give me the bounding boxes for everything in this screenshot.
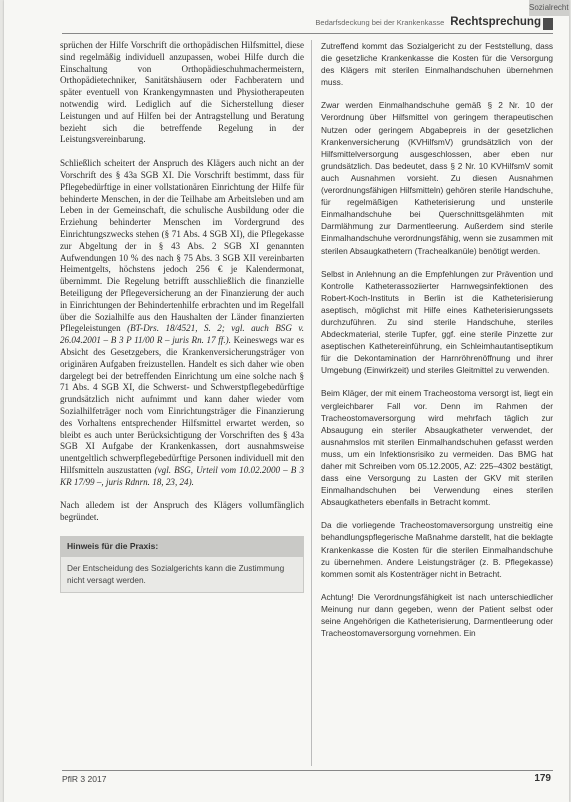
- running-title: Bedarfsdeckung bei der Krankenkasse: [315, 18, 445, 27]
- column-divider: [311, 40, 312, 766]
- footer-rule: [62, 770, 553, 771]
- paragraph-text: Schließlich scheitert der Anspruch des Klägers auch nicht an der Vorschrift des § 43a SGB XI. Die Vorschrift bestimmt, dass für Pflegebedürftige in einer vollstationären Einrichtung der Hilfe für behinderte Menschen, in der die Teilhabe am Arbeitsleben und am Leben in der Gemeinschaft, die schulische Ausbildung oder die Erziehung behinderter Menschen im Vordergrund des Einrichtungszwecks stehen (§ 71 Abs. 4 SGB XI), die Pflegekasse zur Abgeltung der in § 43 Abs. 2 SGB XI genannten Aufwendungen 10 % des nach § 75 Abs. 3 SGB XII vereinbarten Heimentgelts, höchstens jedoch 256 € je Kalendermonat, übernimmt. Die Regelung betrifft ausschließlich die finanzielle Beteiligung der Pflegeversicherung an der Finanzierung der auch in Einrichtungen der Behindertenhilfe erbrachten und im Regelfall über die Sozialhilfe aus den Haushalten der Länder finanzierten Pflegeleistungen: [60, 158, 304, 334]
- paragraph: Selbst in Anlehnung an die Empfehlungen zur Prävention und Kontrolle Katheterassoziierter Harnwegsinfektionen des Robert-Koch-Instituts in Berlin ist die Katheterisierung aseptisch, möglichst mit Hilfe eines Katheterisierungssets durchzuführen. Zu sind sterile Handschuhe, steriles Abdeckmaterial, sterile Tupfer, ggf. eine sterile Pinzette zur aseptischen Kathetereinführung, ein Schleimhautantiseptikum für die Dekontamination der Harnröhrenöffnung und ihrer Umgebung (Einwirkzeit) und steriles Gleitmittel zu verwenden.: [321, 268, 553, 376]
- citation: (BT-Drs. 18/4521, S. 2; vgl. auch BSG v. 26.04.2001 – B 3 P 11/00 R – juris Rn. 17 ff.).: [60, 323, 304, 346]
- document-page: [4, 0, 569, 802]
- practice-note-box: [60, 536, 304, 593]
- header-rule: [62, 33, 553, 34]
- paragraph: [60, 158, 304, 488]
- paragraph: Achtung! Die Verordnungsfähigkeit ist nach unterschiedlicher Meinung nur dann gegeben, wenn der Patient selbst oder seine Angehörigen die Katheterisierung, Darmentleerung oder Tracheostomaversorgung vornehmen. Ein: [321, 591, 553, 639]
- running-head: [154, 16, 541, 32]
- paragraph: Nach alledem ist der Anspruch des Klägers vollumfänglich begründet.: [60, 500, 304, 523]
- page-number: 179: [534, 773, 551, 784]
- journal-issue: PflR 3 2017: [62, 774, 107, 784]
- citation: (vgl. BSG, Urteil vom 10.02.2000 – B 3 KR 17/99 –, juris Rdnrn. 18, 23, 24).: [60, 464, 304, 487]
- left-column: [60, 40, 304, 593]
- paragraph: sprüchen der Hilfe Vorschrift die orthopädischen Hilfsmittel, diese sind regelmäßig individuell anzupassen, wobei Hilfe durch die Einschaltung von Orthopädieschuhmachermeistern, Orthopädietechniker, Sanitätshäusern oder Fachberatern und später eventuell von Krankengymnasten und Physiotherapeuten notwendig wird. Lediglich auf die Sicherstellung dieser Leistungen und auf Hilfen bei der Antragstellung und Beratung bezieht sich die betreffende Regelung in der Leistungsvereinbarung.: [60, 40, 304, 145]
- rubric-label: Rechtsprechung: [450, 16, 541, 28]
- paragraph: Zutreffend kommt das Sozialgericht zu der Feststellung, dass die gesetzliche Krankenkasse die Kosten für die Versorgung des Klägers mit sterilen Einmalhandschuhen übernehmen muss.: [321, 41, 553, 88]
- paragraph: Da die vorliegende Tracheostomaversorgung unstreitig eine behandlungspflegerische Maßnahme darstellt, hat die beklagte Krankenkasse die Kosten für die sterilen Einmalhandschuhe zu übernehmen. Andere Leistungsträger (z. B. Pflegekasse) kommen somit als Kostenträger nicht in Betracht.: [321, 520, 553, 579]
- paragraph-text: Keineswegs war es Absicht des Gesetzgebers, die Krankenversicherungsträger von originären Aufgaben freizustellen. Handelt es sich daher wie oben dargelegt bei der betreffenden Einrichtung um eine solche nach § 71 Abs. 4 SGB XI, die Schwerst- und Schwerstpflegebedürftige grundsätzlich nicht aufnimmt und kann daher wieder vom Sozialhilfeträger noch vom Einrichtungsträger die Finanzierung des Vorhaltens entsprechender Hilfsmittel erwartet werden, so bleibt es auch unter Berücksichtigung der Vorschriften des § 43a SGB XI Aufgabe der Krankenkassen, dort ausnahmsweise unentgeltlich schwerpflegebedürftige Personen individuell mit den Hilfsmitteln auszustatten: [60, 335, 304, 475]
- practice-note-body: Der Entscheidung des Sozialgerichts kann die Zustimmung nicht versagt werden.: [67, 562, 285, 585]
- paragraph: Zwar werden Einmalhandschuhe gemäß § 2 Nr. 10 der Verordnung über Hilfsmittel von geringem therapeutischen Nutzen oder geringem Abgabepreis in der gesetzlichen Krankenversicherung (KVHilfsmV) grundsätzlich von der Hilfsmittelversorgung ausgeschlossen, aber eben nur grundsätzlich. Das bedeutet, dass § 2 Nr. 10 KVHilfsmV somit auch Ausnahmen vorsieht. Zu diesen Ausnahmen (verordnungsfähigen Hilfsmitteln) gehören sterile Handschuhe, für regelmäßigen Katheterisierung und unsterile Einmalhandschuhe bei Querschnittsgelähmten mit Darmlähmung zur Darmentleerung. Außerdem sind sterile Einmalhandschuhe verordnungsfähig, wenn sie zusammen mit sterilen Absaugkathetern (Trachealkanüle) benötigt werden.: [321, 100, 553, 256]
- rubric-marker: [543, 18, 553, 30]
- section-tab: Sozialrecht: [529, 0, 569, 16]
- right-column: [321, 40, 553, 650]
- paragraph: Beim Kläger, der mit einem Tracheostoma versorgt ist, liegt ein vergleichbarer Fall vor. Denn im Rahmen der Tracheostomaversorgung wird mehrfach täglich zur Absaugung ein steriler Absaugkatheter verwendet, der ausnahmslos mit sterilen Einmalhandschuhen gefasst werden muss, um ein Infektionsrisiko zu vermeiden. Das BMG hat daher mit Schreiben vom 05.12.2005, AZ: 225–4302 bestätigt, dass eine Versorgung zu Lasten der GKV mit sterilen Einmalhandschuhen bei Verwendung eines sterilen Absaugkatheters ebenfalls in Betracht kommt.: [321, 388, 553, 508]
- practice-note-title: Hinweis für die Praxis:: [61, 537, 303, 557]
